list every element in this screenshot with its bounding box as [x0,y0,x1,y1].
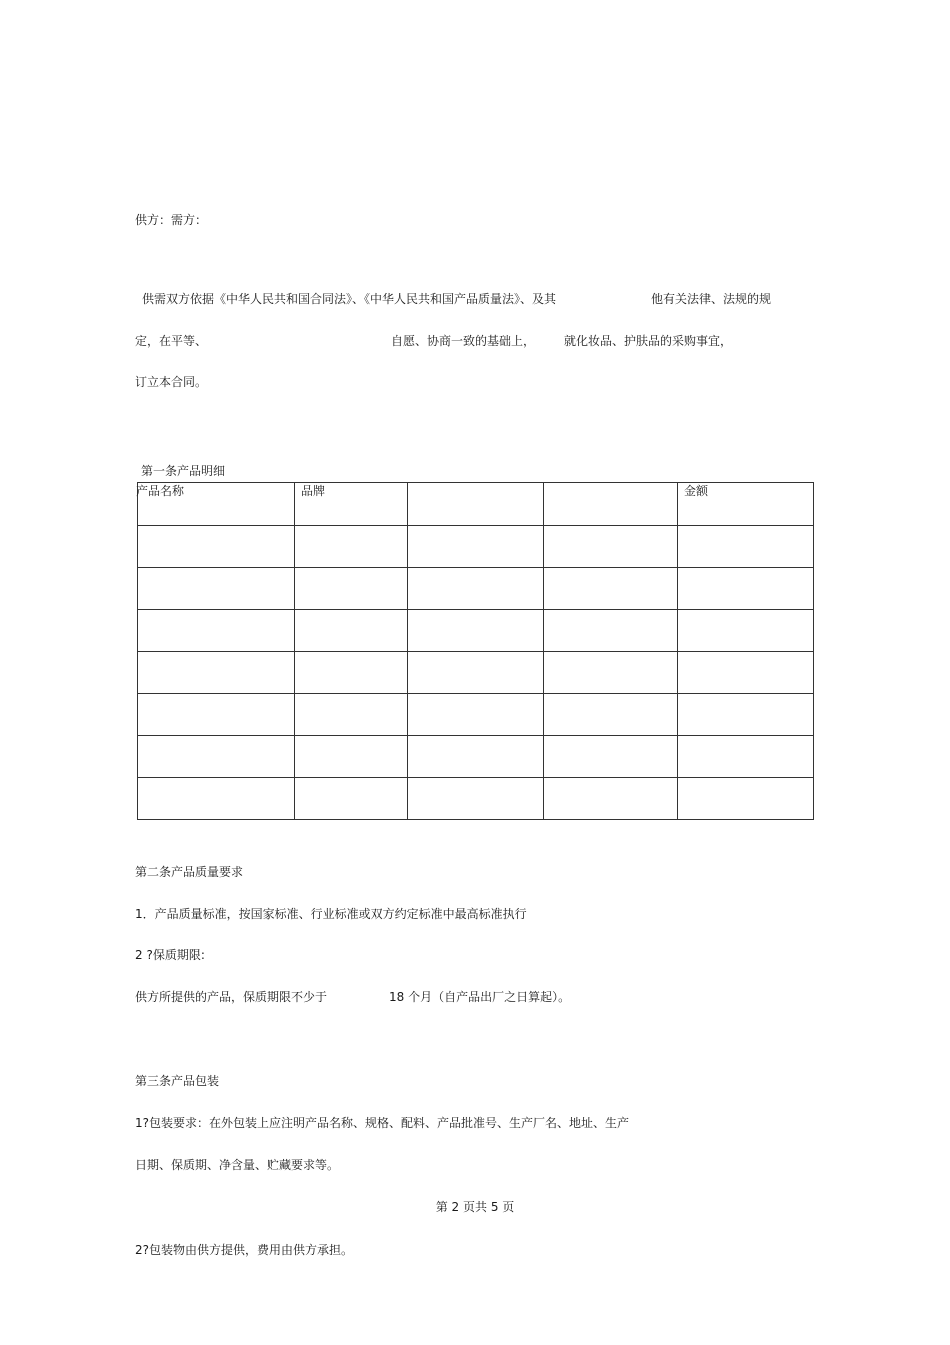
table-cell [408,568,544,610]
table-cell [138,652,295,694]
table-row [138,778,814,820]
table-header-cell [295,483,408,526]
table-cell [678,526,814,568]
table-row [138,694,814,736]
table-cell [678,652,814,694]
table-cell [138,568,295,610]
article-2-item-2-text-a: 供方所提供的产品，保质期限不少于 [135,990,328,1004]
table-cell [295,568,408,610]
article-2-item-2-text-b: 18 个月（自产品出厂之日算起）。 [389,990,571,1004]
table-row [138,526,814,568]
table-row [138,568,814,610]
table-cell [544,778,678,820]
article-2-title: 第二条产品质量要求 [135,865,244,879]
table-cell [138,610,295,652]
article-3-title: 第三条产品包装 [135,1074,220,1088]
intro-line-2a: 定，在平等、 [135,334,208,348]
table-cell [138,736,295,778]
table-cell [544,526,678,568]
table-header-cell [678,483,814,526]
article-3-item-1-line-2: 日期、保质期、净含量、贮藏要求等。 [135,1158,340,1172]
table-cell [295,778,408,820]
table-cell [295,694,408,736]
article-1-title: 第一条产品明细 [141,464,226,478]
intro-line-2c: 就化妆品、护肤品的采购事宜， [564,334,733,348]
intro-line-2b: 自愿、协商一致的基础上， [391,334,536,348]
table-cell [295,610,408,652]
table-cell [544,694,678,736]
table-header-cell [408,483,544,526]
table-row [138,610,814,652]
table-row [138,652,814,694]
article-3-item-2: 2?包装物由供方提供，费用由供方承担。 [135,1243,354,1257]
header-brand: 品牌 [301,484,326,498]
article-2-item-2: 2 ?保质期限: [135,948,205,962]
table-cell [138,778,295,820]
page-number: 第 2 页共 5 页 [435,1200,515,1214]
table-cell [408,526,544,568]
header-col-3 [408,483,543,484]
table-cell [544,568,678,610]
table-cell [138,526,295,568]
table-cell [544,610,678,652]
article-3-item-1-line-1: 1?包装要求：在外包装上应注明产品名称、规格、配料、产品批准号、生产厂名、地址、生产 [135,1116,630,1130]
table-cell [408,610,544,652]
product-detail-table [137,482,814,820]
table-cell [678,694,814,736]
table-cell [408,778,544,820]
intro-line-3: 订立本合同。 [135,375,208,389]
table-cell [138,694,295,736]
table-header-cell [138,483,295,526]
article-2-item-1: 1．产品质量标准，按国家标准、行业标准或双方约定标准中最高标准执行 [135,907,527,921]
table-cell [295,526,408,568]
table-cell [678,568,814,610]
table-cell [678,778,814,820]
table-cell [295,652,408,694]
table-cell [295,736,408,778]
table-header-row [138,483,814,526]
header-col-4 [544,483,677,484]
table-cell [408,652,544,694]
table-cell [544,652,678,694]
header-product-name: 产品名称 [136,484,185,498]
header-amount: 金额 [684,484,709,498]
table-cell [678,736,814,778]
table-row [138,736,814,778]
table-cell [408,736,544,778]
table-cell [678,610,814,652]
intro-line-1b: 他有关法律、法规的规 [651,292,772,306]
intro-line-1a: 供需双方依据《中华人民共和国合同法》、《中华人民共和国产品质量法》、及其 [142,292,557,306]
table-header-cell [544,483,678,526]
table-cell [544,736,678,778]
parties-line: 供方：需方： [135,213,208,227]
table-cell [408,694,544,736]
